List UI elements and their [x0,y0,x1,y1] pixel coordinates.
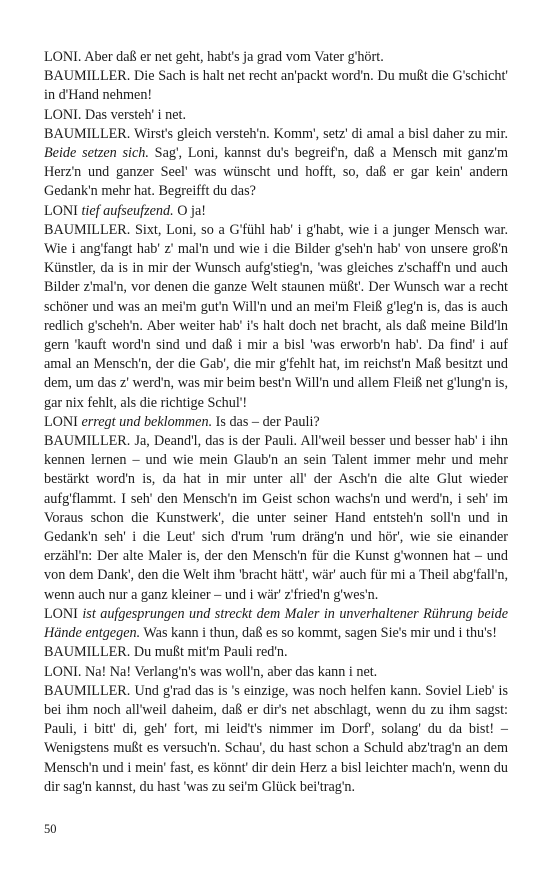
page-number: 50 [44,822,57,836]
paragraph [44,106,508,125]
text-run: Is das – der Pauli? [212,413,320,430]
text-run: LONI. Aber daß er net geht, habt's ja grad vom Vater g'hört. [44,49,384,65]
paragraph [44,663,508,682]
paragraph [44,125,508,202]
paragraph [44,221,508,413]
stage-direction: erregt und beklommen. [81,413,213,430]
text-run: LONI [44,413,82,430]
paragraph [44,413,508,432]
paragraph [44,643,508,662]
paragraph [44,432,508,605]
stage-direction: tief aufseufzend. [81,202,174,219]
text-run: LONI. Das versteh' i net. [44,106,187,123]
stage-direction: ist aufgesprungen und streckt dem Maler in unverhaltener Rührung beide Hände entgegen. [44,605,508,642]
text-run: LONI. Na! Na! Verlang'n's was woll'n, aber das kann i net. [44,663,378,680]
paragraph [44,67,508,105]
paragraph [44,682,508,797]
paragraph [44,605,508,643]
text-run: BAUMILLER. Sixt, Loni, so a G'fühl hab' i g'habt, wie i a junger Mensch war. Wie i ang'fangt hab' z' mal'n und wie i die Bilder g'seh'n hab' von unsere groß'n Künstler, da is in mir der Wunsch aufg'stieg'n, 'was gleiches z'schaff'n und auch Bilder z'mal'n, vor denen die ganze Welt staunen müßt'. Der Wunsch war a recht schöner und was an mei'm gut'n Will'n und an mei'm Fleiß g'leg'n is, das is auch redlich g'scheh'n. Aber weiter hab' i's halt doch net bracht, als daß meine Bild'ln gern 'kauft word'n sind und daß i mir a bisl 'was erworb'n hab'. Da find' i auf amal an Mensch'n, der die Gab', die mir g'fehlt hat, im reichst'n Maß besitzt und dem, um das z' werd'n, was mir beim best'n Will'n und allem Fleiß net g'lung'n is, gar nix fehlt, als die richtige Schul'! [44,221,508,411]
text-run: BAUMILLER. Wirst's gleich versteh'n. Komm', setz' di amal a bisl daher zu mir. [44,125,508,142]
text-run: BAUMILLER. Ja, Deand'l, das is der Pauli. All'weil besser und besser hab' i ihn kennen lernen – und wie mein Glaub'n an sein Talent immer mehr und mehr bestärkt word'n is, da hat in mir unter all' der Asch'n die alte Glut wieder aufg'flammt. I seh' den Mensch'n im Geist schon wachs'n und werd'n, i seh' im Voraus schon die Kunstwerk', die unter seiner Hand entsteh'n soll'n und in Gedank'n seh' i die Leut' sich d'rum 'rum dräng'n und hör', wie sie einander erzähl'n: Der alte Maler is, der den Mensch'n für die Kunst g'wonnen hat – und von dem Dank', den die Welt ihm 'bracht hätt', wär' auch für mi a Theil abg'fall'n, wenn auch nur a ganz kleiner – und i wär' z'fried'n g'wes'n. [44,433,508,603]
text-run: O ja! [173,202,206,219]
stage-direction: Beide setzen sich. [44,145,149,162]
text-run: LONI [44,605,83,622]
page-body [44,48,508,797]
text-run: BAUMILLER. Die Sach is halt net recht an'packt word'n. Du mußt die G'schicht' in d'Hand nehmen! [44,68,508,104]
text-run: Sag', Loni, kannst du's begreif'n, daß a Mensch mit ganz'm Herz'n und ganzer Seel' was wünscht und hofft, so, daß er gar kein' andern Gedank'n mehr hat. Begreifft du das? [44,145,508,200]
text-run: BAUMILLER. Und g'rad das is 's einzige, was noch helfen kann. Soviel Lieb' is bei ihm noch all'weil daheim, daß er dir's net abschlagt, wenn du zu ihm sagst: Pauli, i bitt' di, geh' fort, mi leid't's nimmer im Dorf', solang' du da bist! – Wenigstens mußt es versuch'n. Schau', du hast schon a Schuld abz'trag'n an dem Mensch'n und i mein' fast, es könnt' dir dein Herz a bisl leichter mach'n, wenn du dir sag'n kannst, du hast 'was zu sei'm Glück bei'trag'n. [44,682,508,795]
paragraph [44,48,508,67]
text-run: Was kann i thun, daß es so kommt, sagen Sie's mir und i thu's! [140,625,497,642]
text-run: LONI [44,202,82,219]
text-run: BAUMILLER. Du mußt mit'm Pauli red'n. [44,644,288,661]
paragraph [44,202,508,221]
